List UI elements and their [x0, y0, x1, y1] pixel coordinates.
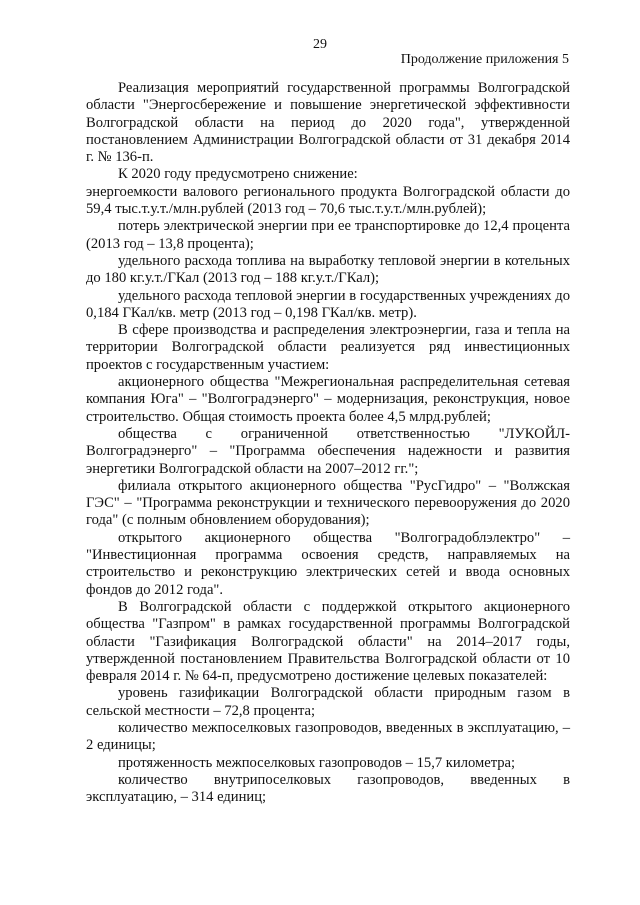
- paragraph-program-intro: Реализация мероприятий государственной программы Волгоградской области "Энергосбережение и повышение энергетической эффективности Волгоградской области на период до 2020 года", утвержденной постановлением Администрации Волгоградской области от 31 декабря 2014 г. № 136-п.: [86, 80, 570, 166]
- list-item-lukoil: общества с ограниченной ответственностью "ЛУКОЙЛ-Волгоградэнерго" – "Программа обеспечения надежности и развития энергетики Волгоградской области на 2007–2012 гг.";: [86, 425, 570, 477]
- paragraph-gazprom: В Волгоградской области с поддержкой открытого акционерного общества "Газпром" в рамках государственной программы Волгоградской области "Газификация Волгоградской области" на 2014–2017 годы, утвержденной постановлением Правительства Волгоградской области от 10 февраля 2014 г. № 64-п, предусмотрено достижение целевых показателей:: [86, 598, 570, 685]
- document-body: [86, 80, 570, 806]
- appendix-continuation-note: Продолжение приложения 5: [400, 52, 569, 67]
- list-item-gasification-level: уровень газификации Волгоградской области природным газом в сельской местности – 72,8 процента;: [86, 685, 570, 719]
- list-item-volgogradoblelektro: открытого акционерного общества "Волгоградоблэлектро" – "Инвестиционная программа освоения средств, направляемых на строительство и реконструкцию электрических сетей и ввода основных фондов до 2012 года".: [86, 529, 570, 598]
- list-item-rushydro: филиала открытого акционерного общества "РусГидро" – "Волжская ГЭС" – "Программа реконструкции и технического перевооружения до 2020 года" (с полным обновлением оборудования);: [86, 477, 570, 529]
- list-item-heat-consumption: удельного расхода тепловой энергии в государственных учреждениях до 0,184 ГКал/кв. метр (2013 год – 0,198 ГКал/кв. метр).: [86, 287, 570, 321]
- list-item-pipeline-length: протяженность межпоселковых газопроводов – 15,7 километра;: [118, 754, 516, 771]
- list-item-power-losses: потерь электрической энергии при ее транспортировке до 12,4 процента (2013 год – 13,8 процента);: [86, 218, 570, 252]
- paragraph-investment-projects: В сфере производства и распределения электроэнергии, газа и тепла на территории Волгоградской области реализуется ряд инвестиционных проектов с государственным участием:: [86, 322, 570, 373]
- list-item-energy-intensity: энергоемкости валового регионального продукта Волгоградской области до 59,4 тыс.т.у.т./млн.рублей (2013 год – 70,6 тыс.т.у.т./млн.рублей);: [86, 183, 570, 218]
- list-item-fuel-consumption: удельного расхода топлива на выработку тепловой энергии в котельных до 180 кг.у.т./ГКал (2013 год – 188 кг.у.т./ГКал);: [86, 252, 570, 287]
- page-number: 29: [313, 37, 327, 52]
- list-item-intersettlement-pipelines: количество межпоселковых газопроводов, введенных в эксплуатацию, – 2 единицы;: [86, 719, 570, 754]
- list-item-intrasettlement-pipelines: количество внутрипоселковых газопроводов, введенных в эксплуатацию, – 314 единиц;: [86, 771, 570, 806]
- list-item-mrsk-yuga: акционерного общества "Межрегиональная распределительная сетевая компания Юга" – "Волгоградэнерго" – модернизация, реконструкция, новое строительство. Общая стоимость проекта более 4,5 млрд.рублей;: [86, 374, 570, 425]
- paragraph-2020-reduction: К 2020 году предусмотрено снижение:: [118, 166, 358, 183]
